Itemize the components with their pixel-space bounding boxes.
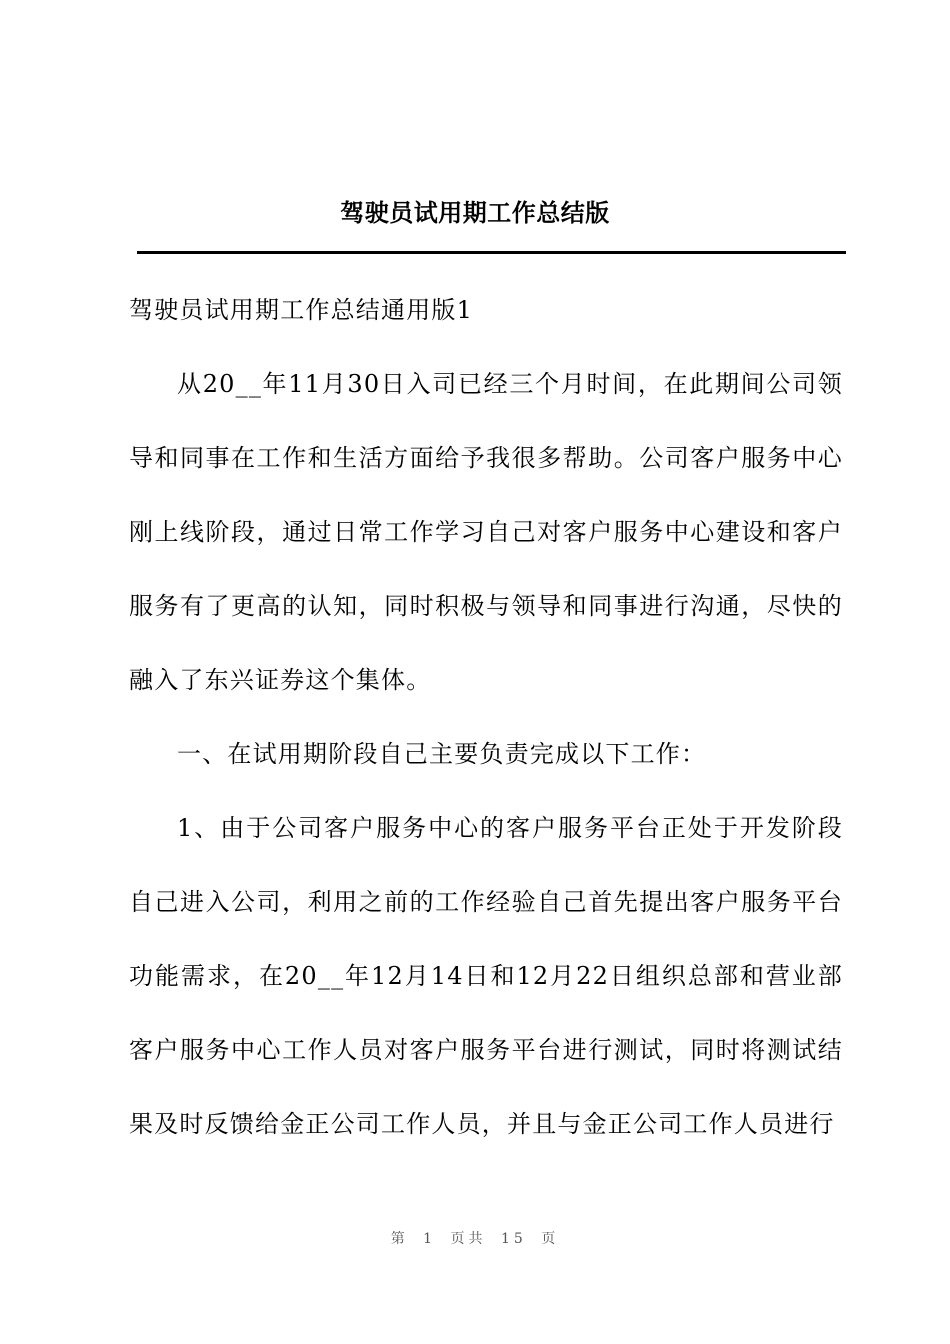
subtitle-paragraph: 驾驶员试用期工作总结通用版1 (129, 296, 474, 324)
section-heading-paragraph: 一、在试用期阶段自己主要负责完成以下工作： (177, 740, 707, 768)
document-body (129, 273, 843, 1161)
title-underline (137, 251, 846, 254)
body-paragraph: 从20__年11月30日入司已经三个月时间，在此期间公司领导和同事在工作和生活方面给予我很多帮助。公司客户服务中心刚上线阶段，通过日常工作学习自己对客户服务中心建设和客户服务有了更高的认知，同时积极与领导和同事进行沟通，尽快的融入了东兴证券这个集体。 (129, 370, 843, 694)
document-title: 驾驶员试用期工作总结版 (340, 199, 610, 227)
page-number-footer: 第 1 页共 15 页 (390, 1231, 560, 1247)
body-paragraph: 1、由于公司客户服务中心的客户服务平台正处于开发阶段自己进入公司，利用之前的工作经验自己首先提出客户服务平台功能需求，在20__年12月14日和12月22日组织总部和营业部客户服务中心工作人员对客户服务平台进行测试，同时将测试结果及时反馈给金正公司工作人员，并且与金正公司工作人员进行 (129, 814, 843, 1138)
